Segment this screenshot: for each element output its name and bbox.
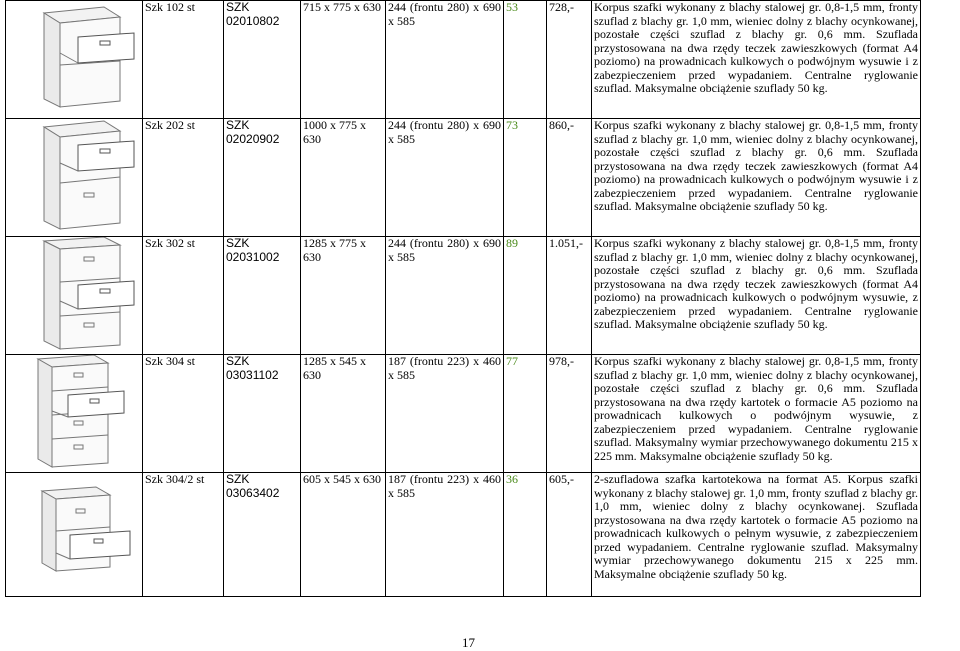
product-price: 978,-: [547, 355, 592, 473]
product-image-cell: [6, 1, 143, 119]
product-code: SZK 03063402: [224, 473, 301, 597]
product-code: SZK 02031002: [224, 237, 301, 355]
table-row: [6, 119, 921, 237]
product-code: SZK 02010802: [224, 1, 301, 119]
drawer-dimensions: 187 (frontu 223) x 460 x 585: [386, 355, 504, 473]
drawer-dimensions: 244 (frontu 280) x 690 x 585: [386, 1, 504, 119]
cabinet-2-drawer-image: [8, 119, 140, 233]
product-price: 860,-: [547, 119, 592, 237]
product-description: Korpus szafki wykonany z blachy stalowej gr. 0,8-1,5 mm, fronty szuflad z blachy gr. 1,0 mm, wieniec dolny z blachy ocynkowanej, pozostałe części szuflad z blachy gr. 0,6 mm. Szuflada przystosowana na dwa rzędy teczek zawieszkowych (format A4 poziomo) na prowadnicach kulkowych o podwójnym wysuwie i z zabezpieczeniem przed wypadaniem. Centralne ryglowanie szuflad. Maksymalne obciążenie szuflady 50 kg.: [592, 1, 921, 119]
cabinet-a5-drawer-image: [8, 473, 140, 593]
page-number: 17: [462, 635, 475, 650]
product-quantity: 36: [504, 473, 547, 597]
table-row: [6, 1, 921, 119]
product-name: Szk 202 st: [143, 119, 224, 237]
product-quantity: 73: [504, 119, 547, 237]
cabinet-3-drawer-image: [8, 237, 140, 351]
product-name: Szk 102 st: [143, 1, 224, 119]
product-dimensions: 1285 x 775 x 630: [301, 237, 386, 355]
table-row: [6, 355, 921, 473]
product-image-cell: [6, 119, 143, 237]
product-quantity: 89: [504, 237, 547, 355]
product-name: Szk 304/2 st: [143, 473, 224, 597]
table-row: [6, 237, 921, 355]
product-image-cell: [6, 355, 143, 473]
table-row: [6, 473, 921, 597]
product-dimensions: 1000 x 775 x 630: [301, 119, 386, 237]
product-price: 605,-: [547, 473, 592, 597]
product-image-cell: [6, 237, 143, 355]
product-description: Korpus szafki wykonany z blachy stalowej gr. 0,8-1,5 mm, fronty szuflad z blachy gr. 1,0 mm, wieniec dolny z blachy ocynkowanej, pozostałe części szuflad z blachy gr. 0,6 mm. Szuflada przystosowana na dwa rzędy teczek zawieszkowych (format A4 poziomo) na prowadnicach kulkowych o podwójnym wysuwie, z zabezpieczeniem przed wypadaniem. Centralne ryglowanie szuflad. Maksymalne obciążenie szuflady 50 kg.: [592, 237, 921, 355]
product-price: 728,-: [547, 1, 592, 119]
cabinet-1-drawer-image: [8, 1, 140, 115]
product-quantity: 77: [504, 355, 547, 473]
product-dimensions: 1285 x 545 x 630: [301, 355, 386, 473]
product-table: [5, 0, 921, 597]
product-dimensions: 605 x 545 x 630: [301, 473, 386, 597]
product-code: SZK 03031102: [224, 355, 301, 473]
product-quantity: 53: [504, 1, 547, 119]
product-dimensions: 715 x 775 x 630: [301, 1, 386, 119]
product-description: 2-szufladowa szafka kartotekowa na format A5. Korpus szafki wykonany z blachy stalowej gr. 1,0 mm, fronty szuflad z blachy gr. 1,0 mm, wieniec dolny z blachy ocynkowanej. Szuflada przystosowana na dwa rzędy kartotek o formacie A5 poziomo na prowadnicach kulkowych o pełnym wysuwie, z zabezpieczeniem przed wypadaniem. Centralne ryglowanie szuflad. Maksymalny wymiar przechowywanego dokumentu 215 x 225 mm. Maksymalne obciążenie szuflady 50 kg.: [592, 473, 921, 597]
cabinet-4-drawer-image: [8, 355, 140, 469]
product-description: Korpus szafki wykonany z blachy stalowej gr. 0,8-1,5 mm, fronty szuflad z blachy gr. 1,0 mm, wieniec dolny z blachy ocynkowanej, pozostałe części szuflad z blachy gr. 0,6 mm. Szuflada przystosowana na dwa rzędy kartotek o formacie A5 poziomo na prowadnicach kulkowych o podwójnym wysuwie, z zabezpieczeniem przed wypadaniem. Centralne ryglowanie szuflad. Maksymalny wymiar przechowywanego dokumentu 215 x 225 mm. Maksymalne obciążenie szuflady 50 kg.: [592, 355, 921, 473]
product-name: Szk 302 st: [143, 237, 224, 355]
drawer-dimensions: 187 (frontu 223) x 460 x 585: [386, 473, 504, 597]
product-description: Korpus szafki wykonany z blachy stalowej gr. 0,8-1,5 mm, fronty szuflad z blachy gr. 1,0 mm, wieniec dolny z blachy ocynkowanej, pozostałe części szuflad z blachy gr. 0,6 mm. Szuflada przystosowana na dwa rzędy teczek zawieszkowych (format A4 poziomo) na prowadnicach kulkowych o podwójnym wysuwie i z zabezpieczeniem przed wypadaniem. Centralne ryglowanie szuflad. Maksymalne obciążenie szuflady 50 kg.: [592, 119, 921, 237]
drawer-dimensions: 244 (frontu 280) x 690 x 585: [386, 237, 504, 355]
drawer-dimensions: 244 (frontu 280) x 690 x 585: [386, 119, 504, 237]
product-code: SZK 02020902: [224, 119, 301, 237]
product-name: Szk 304 st: [143, 355, 224, 473]
product-price: 1.051,-: [547, 237, 592, 355]
product-image-cell: [6, 473, 143, 597]
